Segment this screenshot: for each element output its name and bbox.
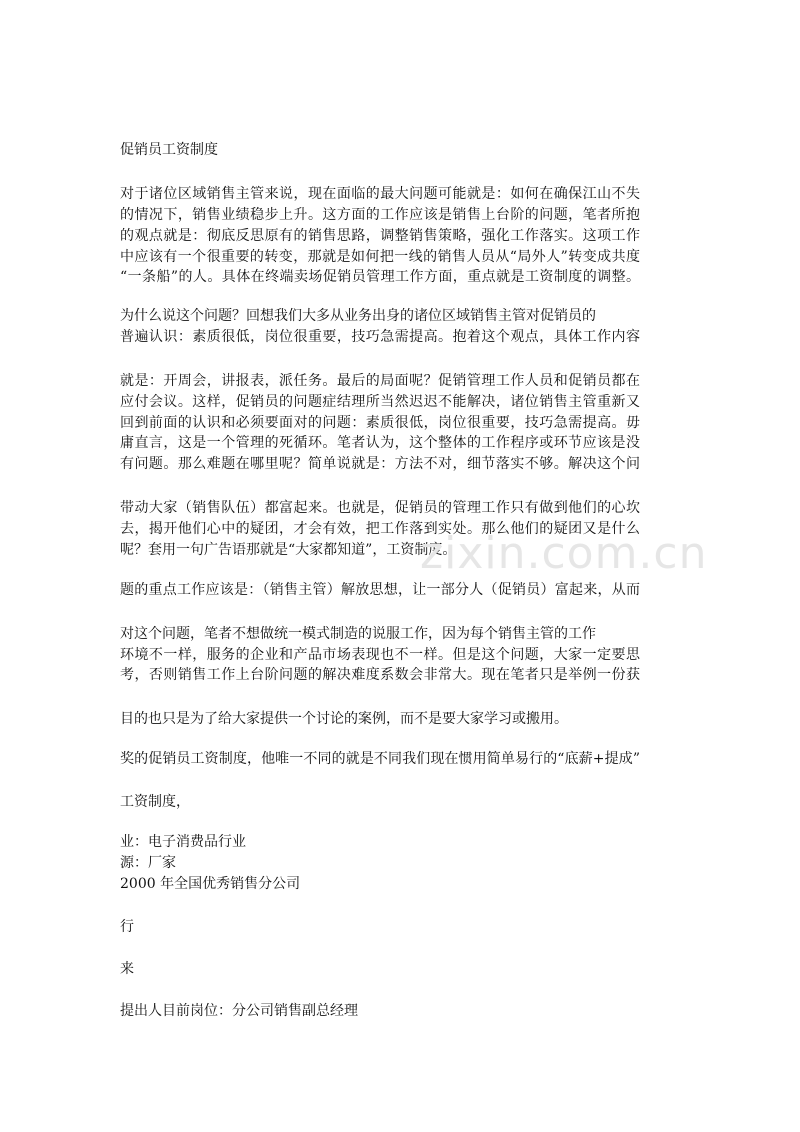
proposer-position: 提出人目前岗位：分公司销售副总经理 [120, 1003, 358, 1019]
paragraph-1-line-4: 中应该有一个很重要的转变，那就是如何把一线的销售人员从“局外人”转变成共度 [120, 249, 640, 265]
paragraph-3-line-1: 就是：开周会，讲报表，派任务。最后的局面呢？促销管理工作人员和促销员都在 [120, 373, 640, 389]
paragraph-6-line-3: 考，否则销售工作上台阶问题的解决难度系数会非常大。现在笔者只是举例一份获 [120, 667, 640, 683]
paragraph-1-line-2: 的情况下，销售业绩稳步上升。这方面的工作应该是销售上台阶的问题，笔者所抱 [120, 207, 640, 223]
paragraph-1-line-5: “一条船”的人。具体在终端卖场促销员管理工作方面，重点就是工资制度的调整。 [120, 269, 640, 285]
char-hang: 行 [120, 919, 134, 935]
paragraph-4-line-2: 去，揭开他们心中的疑团，才会有效，把工作落到实处。那么他们的疑团又是什么 [120, 521, 640, 537]
document-title: 促销员工资制度 [120, 142, 218, 158]
paragraph-2-line-2: 普遍认识：素质很低，岗位很重要，技巧急需提高。抱着这个观点，具体工作内容 [120, 329, 640, 345]
paragraph-3-line-5: 有问题。那么难题在哪里呢？简单说就是：方法不对，细节落实不够。解决这个问 [120, 456, 640, 472]
info-award: 2000 年全国优秀销售分公司 [120, 876, 301, 892]
paragraph-2-line-1: 为什么说这个问题？回想我们大多从业务出身的诸位区域销售主管对促销员的 [120, 308, 596, 324]
paragraph-3-line-2: 应付会议。这样，促销员的问题症结理所当然迟迟不能解决，诸位销售主管重新又 [120, 394, 640, 410]
paragraph-8: 奖的促销员工资制度，他唯一不同的就是不同我们现在惯用简单易行的“底薪+提成” [120, 751, 640, 767]
paragraph-4-line-3: 呢？套用一句广告语那就是“大家都知道”，工资制度。 [120, 542, 457, 558]
paragraph-6-line-2: 环境不一样，服务的企业和产品市场表现也不一样。但是这个问题，大家一定要思 [120, 647, 640, 663]
paragraph-6-line-1: 对这个问题，笔者不想做统一模式制造的说服工作，因为每个销售主管的工作 [120, 626, 596, 642]
paragraph-1-line-1: 对于诸位区域销售主管来说，现在面临的最大问题可能就是：如何在确保江山不失 [120, 186, 640, 202]
char-lai: 来 [120, 961, 134, 977]
paragraph-1-line-3: 的观点就是：彻底反思原有的销售思路，调整销售策略，强化工作落实。这项工作 [120, 228, 640, 244]
paragraph-9: 工资制度， [120, 794, 190, 810]
info-industry: 业：电子消费品行业 [120, 834, 246, 850]
paragraph-5: 题的重点工作应该是：（销售主管）解放思想，让一部分人（促销员）富起来，从而 [120, 582, 640, 598]
paragraph-4-line-1: 带动大家（销售队伍）都富起来。也就是，促销员的管理工作只有做到他们的心坎 [120, 500, 640, 516]
info-source: 源：厂家 [120, 855, 176, 871]
paragraph-3-line-4: 庸直言，这是一个管理的死循环。笔者认为，这个整体的工作程序或环节应该是没 [120, 435, 640, 451]
paragraph-7: 目的也只是为了给大家提供一个讨论的案例，而不是要大家学习或搬用。 [120, 711, 568, 727]
paragraph-3-line-3: 回到前面的认识和必须要面对的问题：素质很低，岗位很重要，技巧急需提高。毋 [120, 415, 640, 431]
watermark: zixin.com.cn [420, 528, 708, 579]
